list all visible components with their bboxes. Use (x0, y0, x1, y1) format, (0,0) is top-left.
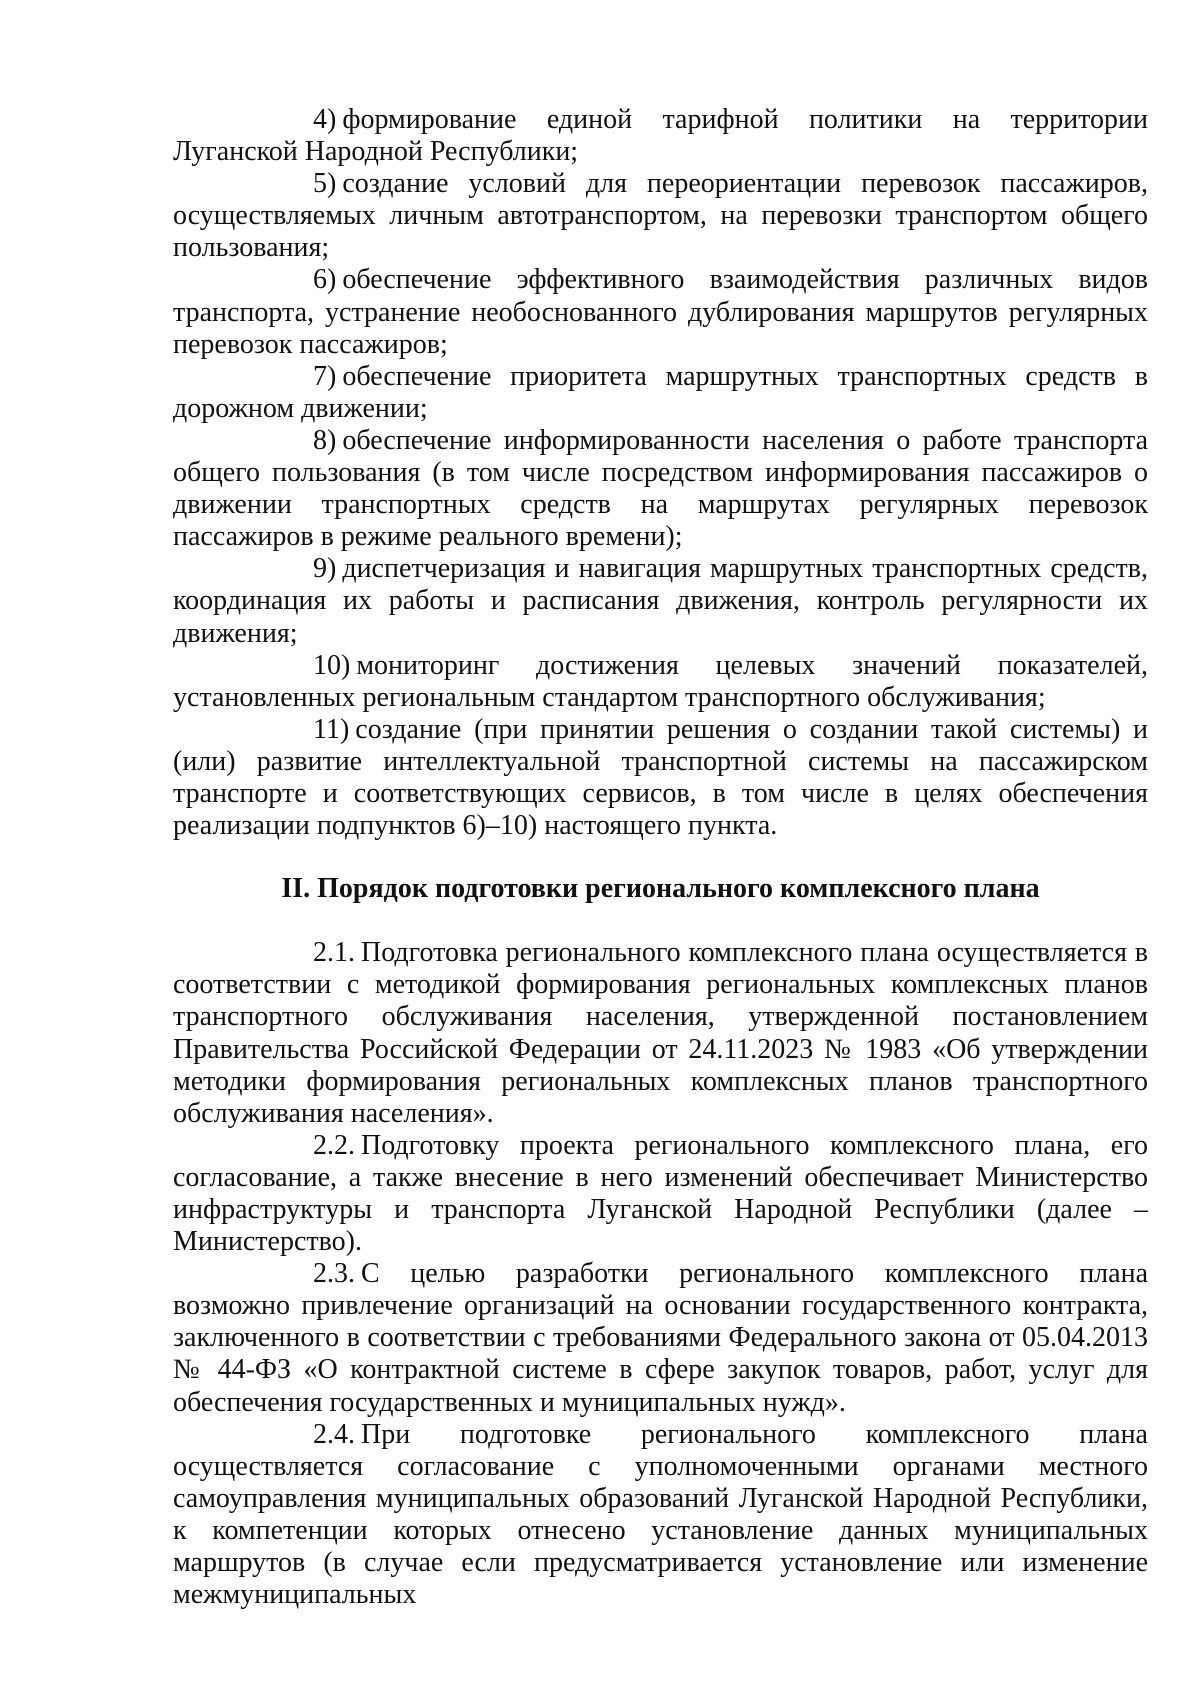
item-number: 9) (313, 553, 337, 585)
clause-number: 2.4. (313, 1418, 355, 1450)
item-number: 6) (313, 264, 337, 296)
list-item-6 (173, 264, 1148, 360)
section-heading: II. Порядок подготовки регионального комплексного плана (281, 873, 1040, 905)
list-item-8 (173, 425, 1148, 553)
clause-2-4 (173, 1419, 1148, 1612)
item-number: 11) (313, 713, 350, 745)
clause-number: 2.2. (313, 1129, 355, 1161)
item-number: 4) (313, 104, 337, 135)
clause-text: При подготовке регионального комплексного плана осуществляется согласование с уполномоченными органами местного самоуправления муниципальных образований Луганской Народной Республики, к компетенции которых отнесено установление данных муниципальных маршрутов (в случае если предусматривается установление или изменение межмуниципальных (173, 1418, 1148, 1611)
list-item-4 (173, 104, 1148, 168)
item-text: диспетчеризация и навигация маршрутных транспортных средств, координация их работы и расписания движения, контроль регулярности их движения; (173, 553, 1148, 649)
document-page (173, 104, 1148, 1611)
item-text: обеспечение эффективного взаимодействия различных видов транспорта, устранение необоснованного дублирования маршрутов регулярных перевозок пассажиров; (173, 264, 1148, 360)
clause-text: Подготовку проекта регионального комплексного плана, его согласование, а также внесение в него изменений обеспечивает Министерство инфраструктуры и транспорта Луганской Народной Республики (далее – Министерство). (173, 1129, 1148, 1258)
clause-2-3 (173, 1258, 1148, 1418)
clause-text: С целью разработки регионального комплексного плана возможно привлечение организаций на основании государственного контракта, заключенного в соответствии с требованиями Федерального закона от 05.04.2013 № 44-ФЗ «О контрактной системе в сфере закупок товаров, работ, услуг для обеспечения государственных и муниципальных нужд». (173, 1258, 1148, 1418)
item-number: 10) (313, 649, 351, 681)
item-text: создание условий для переориентации перевозок пассажиров, осуществляемых личным автотранспортом, на перевозки транспортом общего пользования; (173, 168, 1148, 264)
item-text: обеспечение информированности населения о работе транспорта общего пользования (в том числе посредством информирования пассажиров о движении транспортных средств на маршрутах регулярных перевозок пассажиров в режиме реального времени); (173, 424, 1148, 553)
clause-2-1 (173, 937, 1148, 1130)
item-text: создание (при принятии решения о создании такой системы) и (или) развитие интеллектуальной транспортной системы на пассажирском транспорте и соответствующих сервисов, в том числе в целях обеспечения реализации подпунктов 6)–10) настоящего пункта. (173, 713, 1148, 842)
item-number: 7) (313, 360, 337, 392)
list-item-11 (173, 714, 1148, 842)
item-number: 5) (313, 168, 337, 200)
list-item-7 (173, 361, 1148, 425)
item-text: мониторинг достижения целевых значений показателей, установленных региональным стандартом транспортного обслуживания; (173, 649, 1148, 713)
item-text: формирование единой тарифной политики на территории Луганской Народной Республики; (173, 104, 1148, 168)
clause-text: Подготовка регионального комплексного плана осуществляется в соответствии с методикой формирования региональных комплексных планов транспортного обслуживания населения, утвержденной постановлением Правительства Российской Федерации от 24.11.2023 № 1983 «Об утверждении методики формирования региональных комплексных планов транспортного обслуживания населения». (173, 937, 1148, 1129)
item-number: 8) (313, 424, 337, 456)
item-text: обеспечение приоритета маршрутных транспортных средств в дорожном движении; (173, 360, 1148, 424)
clause-number: 2.3. (313, 1258, 355, 1290)
clause-number: 2.1. (313, 937, 355, 969)
clause-2-2 (173, 1130, 1148, 1258)
list-item-5 (173, 168, 1148, 264)
list-item-10 (173, 650, 1148, 714)
list-item-9 (173, 553, 1148, 649)
